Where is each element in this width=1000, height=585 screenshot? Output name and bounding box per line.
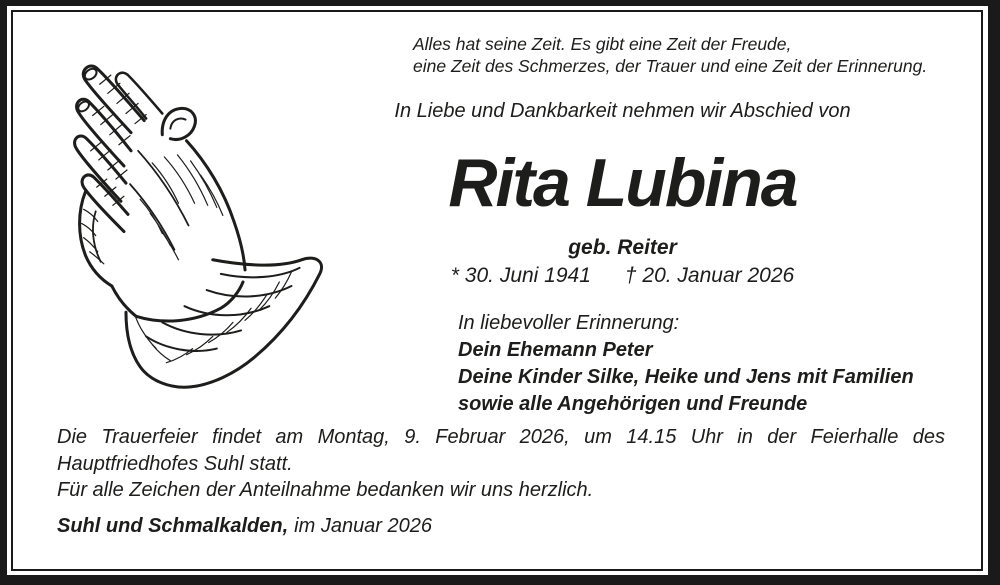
death-date: † 20. Januar 2026: [624, 264, 795, 287]
farewell-intro: In Liebe und Dankbarkeit nehmen wir Abschied von: [394, 100, 851, 122]
mourner-line: Dein Ehemann Peter: [458, 339, 653, 361]
praying-hands-icon: [32, 58, 337, 396]
maiden-name: geb. Reiter: [568, 236, 677, 259]
verse-line-1: Alles hat seine Zeit. Es gibt eine Zeit der Freude,: [413, 34, 792, 54]
place-names: Suhl und Schmalkalden,: [57, 515, 289, 537]
mourners-block: [458, 310, 914, 418]
birth-date: * 30. Juni 1941: [450, 264, 591, 287]
deceased-name: Rita Lubina: [448, 145, 797, 221]
funeral-info: [57, 424, 945, 478]
verse-line-2: eine Zeit des Schmerzes, der Trauer und eine Zeit der Erinnerung.: [413, 56, 928, 76]
funeral-info-line-1: Die Trauerfeier findet am Montag, 9. Februar 2026, um 14.15 Uhr in der Feierhalle des: [57, 426, 945, 448]
thanks-line: Für alle Zeichen der Anteilnahme bedanken wir uns herzlich.: [57, 479, 594, 501]
mourner-line: sowie alle Angehörigen und Freunde: [458, 393, 808, 415]
opening-verse: [413, 33, 927, 77]
place-date-line: [57, 515, 432, 538]
funeral-info-line-2: Hauptfriedhofes Suhl statt.: [57, 453, 293, 475]
memorial-heading: In liebevoller Erinnerung:: [458, 312, 680, 334]
mourner-line: Deine Kinder Silke, Heike und Jens mit Familien: [458, 366, 914, 388]
life-dates: [300, 264, 945, 288]
notice-date: im Januar 2026: [294, 515, 433, 537]
